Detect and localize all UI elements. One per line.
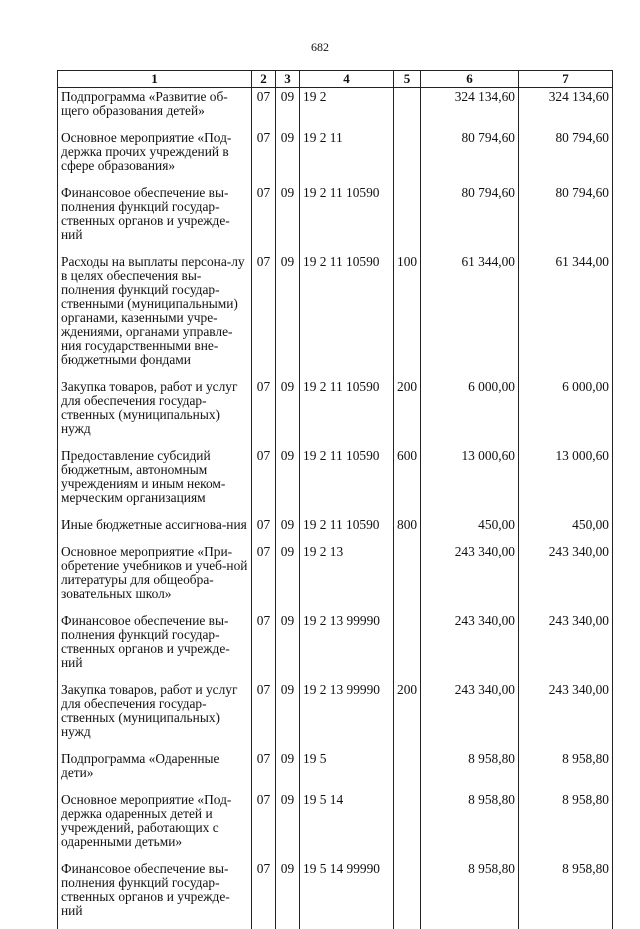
amount-col7-cell: 80 794,60 (519, 129, 613, 184)
amount-col7-cell: 13 000,60 (519, 447, 613, 516)
target-article-cell: 19 2 (300, 88, 394, 130)
amount-col7-cell: 6 000,00 (519, 378, 613, 447)
column-header-3: 3 (276, 71, 300, 88)
amount-col6-cell: 8 958,80 (421, 860, 519, 929)
section-cell: 07 (252, 681, 276, 750)
item-name-cell: Подпрограмма «Одаренные дети» (58, 750, 252, 791)
section-cell: 07 (252, 516, 276, 543)
section-cell: 07 (252, 184, 276, 253)
subsection-cell: 09 (276, 543, 300, 612)
expense-type-cell (394, 860, 421, 929)
section-cell: 07 (252, 791, 276, 860)
table-row (58, 184, 613, 253)
section-cell: 07 (252, 129, 276, 184)
table-row (58, 447, 613, 516)
target-article-cell: 19 2 11 10590 (300, 253, 394, 378)
page-number: 682 (311, 40, 329, 54)
section-cell: 07 (252, 860, 276, 929)
expense-type-cell: 600 (394, 447, 421, 516)
item-name-cell: Расходы на выплаты персона-лу в целях обеспечения вы-полнения функций государ-ственными (муниципальными) органами, казенными учре-ждениями, органами управле-ния государственными вне-бюджетными фондами (58, 253, 252, 378)
column-header-1: 1 (58, 71, 252, 88)
target-article-cell: 19 2 11 10590 (300, 184, 394, 253)
amount-col7-cell: 8 958,80 (519, 860, 613, 929)
table-row (58, 516, 613, 543)
amount-col7-cell: 8 958,80 (519, 791, 613, 860)
item-name-cell: Финансовое обеспечение вы-полнения функций государ-ственных органов и учрежде-ний (58, 612, 252, 681)
section-cell: 07 (252, 378, 276, 447)
amount-col7-cell: 243 340,00 (519, 681, 613, 750)
amount-col6-cell: 243 340,00 (421, 612, 519, 681)
subsection-cell: 09 (276, 129, 300, 184)
amount-col6-cell: 13 000,60 (421, 447, 519, 516)
target-article-cell: 19 2 13 99990 (300, 681, 394, 750)
amount-col7-cell: 8 958,80 (519, 750, 613, 791)
target-article-cell: 19 2 11 10590 (300, 378, 394, 447)
amount-col6-cell: 6 000,00 (421, 378, 519, 447)
expense-type-cell (394, 750, 421, 791)
amount-col7-cell: 243 340,00 (519, 543, 613, 612)
target-article-cell: 19 2 11 10590 (300, 516, 394, 543)
expense-type-cell: 200 (394, 378, 421, 447)
subsection-cell: 09 (276, 516, 300, 543)
item-name-cell: Закупка товаров, работ и услуг для обеспечения государ-ственных (муниципальных) нужд (58, 681, 252, 750)
section-cell: 07 (252, 447, 276, 516)
amount-col6-cell: 80 794,60 (421, 129, 519, 184)
table-row (58, 750, 613, 791)
amount-col6-cell: 243 340,00 (421, 681, 519, 750)
expense-type-cell (394, 543, 421, 612)
table-row (58, 612, 613, 681)
expense-type-cell (394, 184, 421, 253)
section-cell: 07 (252, 750, 276, 791)
table-row (58, 88, 613, 130)
amount-col6-cell: 61 344,00 (421, 253, 519, 378)
amount-col6-cell: 8 958,80 (421, 750, 519, 791)
expense-type-cell: 100 (394, 253, 421, 378)
amount-col6-cell: 243 340,00 (421, 543, 519, 612)
subsection-cell: 09 (276, 253, 300, 378)
expense-type-cell (394, 612, 421, 681)
expense-type-cell: 200 (394, 681, 421, 750)
table-row (58, 860, 613, 929)
target-article-cell: 19 5 14 99990 (300, 860, 394, 929)
expense-type-cell (394, 88, 421, 130)
target-article-cell: 19 2 13 99990 (300, 612, 394, 681)
table-row (58, 129, 613, 184)
expense-type-cell (394, 791, 421, 860)
subsection-cell: 09 (276, 88, 300, 130)
column-header-2: 2 (252, 71, 276, 88)
amount-col7-cell: 61 344,00 (519, 253, 613, 378)
table-row (58, 378, 613, 447)
amount-col7-cell: 324 134,60 (519, 88, 613, 130)
table-row (58, 681, 613, 750)
amount-col6-cell: 324 134,60 (421, 88, 519, 130)
subsection-cell: 09 (276, 681, 300, 750)
amount-col7-cell: 243 340,00 (519, 612, 613, 681)
subsection-cell: 09 (276, 860, 300, 929)
item-name-cell: Основное мероприятие «Под-держка прочих учреждений в сфере образования» (58, 129, 252, 184)
expense-type-cell: 800 (394, 516, 421, 543)
item-name-cell: Подпрограмма «Развитие об-щего образования детей» (58, 88, 252, 130)
item-name-cell: Основное мероприятие «Под-держка одаренных детей и учреждений, работающих с одаренными детьми» (58, 791, 252, 860)
column-header-6: 6 (421, 71, 519, 88)
subsection-cell: 09 (276, 612, 300, 681)
budget-table (57, 70, 613, 929)
item-name-cell: Закупка товаров, работ и услуг для обеспечения государ-ственных (муниципальных) нужд (58, 378, 252, 447)
item-name-cell: Основное мероприятие «При-обретение учебников и учеб-ной литературы для общеобра-зовательных школ» (58, 543, 252, 612)
amount-col7-cell: 80 794,60 (519, 184, 613, 253)
subsection-cell: 09 (276, 184, 300, 253)
amount-col6-cell: 450,00 (421, 516, 519, 543)
column-header-7: 7 (519, 71, 613, 88)
item-name-cell: Финансовое обеспечение вы-полнения функций государ-ственных органов и учрежде-ний (58, 184, 252, 253)
subsection-cell: 09 (276, 750, 300, 791)
section-cell: 07 (252, 253, 276, 378)
subsection-cell: 09 (276, 447, 300, 516)
table-row (58, 791, 613, 860)
target-article-cell: 19 2 11 10590 (300, 447, 394, 516)
section-cell: 07 (252, 88, 276, 130)
section-cell: 07 (252, 612, 276, 681)
subsection-cell: 09 (276, 791, 300, 860)
amount-col6-cell: 80 794,60 (421, 184, 519, 253)
item-name-cell: Иные бюджетные ассигнова-ния (58, 516, 252, 543)
section-cell: 07 (252, 543, 276, 612)
target-article-cell: 19 5 14 (300, 791, 394, 860)
amount-col6-cell: 8 958,80 (421, 791, 519, 860)
subsection-cell: 09 (276, 378, 300, 447)
table-row (58, 543, 613, 612)
table-row (58, 253, 613, 378)
item-name-cell: Предоставление субсидий бюджетным, автономным учреждениям и иным неком-мерческим организациям (58, 447, 252, 516)
header-row (58, 71, 613, 88)
column-header-4: 4 (300, 71, 394, 88)
item-name-cell: Финансовое обеспечение вы-полнения функций государ-ственных органов и учрежде-ний (58, 860, 252, 929)
column-header-5: 5 (394, 71, 421, 88)
amount-col7-cell: 450,00 (519, 516, 613, 543)
target-article-cell: 19 2 11 (300, 129, 394, 184)
expense-type-cell (394, 129, 421, 184)
target-article-cell: 19 5 (300, 750, 394, 791)
target-article-cell: 19 2 13 (300, 543, 394, 612)
